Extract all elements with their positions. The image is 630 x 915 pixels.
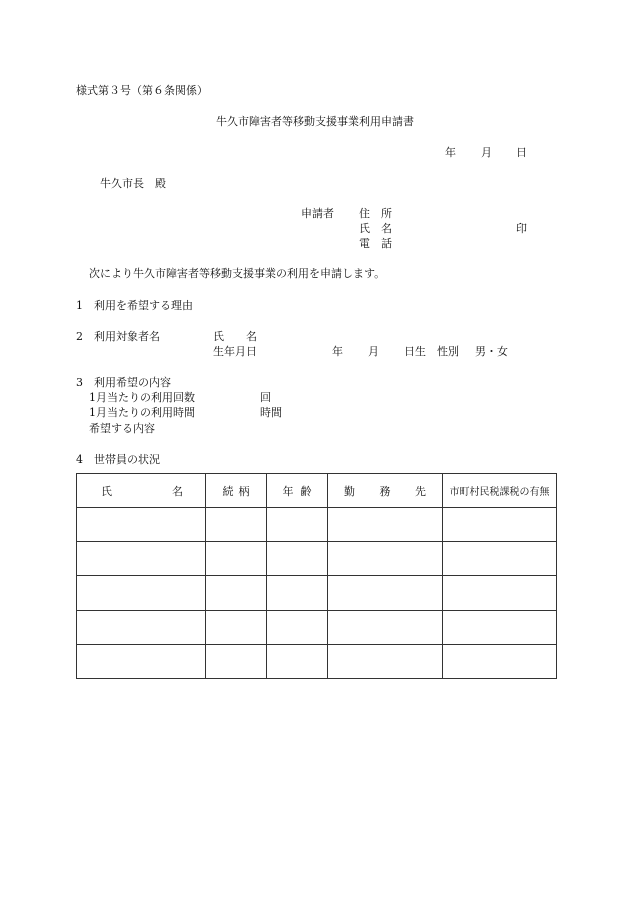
applicant-name-label: 氏 名 xyxy=(359,222,392,235)
hours-unit: 時間 xyxy=(260,406,282,419)
birth-day-label: 日生 xyxy=(404,345,426,358)
cell-age[interactable] xyxy=(267,576,328,610)
date-month-label: 月 xyxy=(481,146,492,159)
count-unit: 回 xyxy=(260,391,271,404)
table-row xyxy=(77,610,557,644)
cell-relation[interactable] xyxy=(206,644,267,678)
form-title: 牛久市障害者等移動支援事業利用申請書 xyxy=(216,115,414,128)
birth-year-label: 年 xyxy=(332,345,343,358)
table-row xyxy=(77,644,557,678)
cell-relation[interactable] xyxy=(206,576,267,610)
cell-workplace[interactable] xyxy=(328,576,443,610)
household-table xyxy=(76,473,557,679)
cell-relation[interactable] xyxy=(206,610,267,644)
cell-tax-status[interactable] xyxy=(443,542,557,576)
section4-heading: 4 世帯員の状況 xyxy=(76,453,160,466)
cell-name[interactable] xyxy=(77,576,206,610)
table-header-row xyxy=(77,474,557,508)
applicant-phone-label: 電 話 xyxy=(359,237,392,250)
cell-workplace[interactable] xyxy=(328,644,443,678)
cell-tax-status[interactable] xyxy=(443,610,557,644)
section2-heading: 2 利用対象者名 xyxy=(76,330,160,343)
cell-age[interactable] xyxy=(267,610,328,644)
cell-name[interactable] xyxy=(77,508,206,542)
column-header-age: 年 齢 xyxy=(267,474,328,508)
cell-name[interactable] xyxy=(77,542,206,576)
desired-content-label: 希望する内容 xyxy=(89,422,155,435)
gender-options: 男・女 xyxy=(475,345,508,358)
form-number: 様式第３号（第６条関係） xyxy=(76,84,208,97)
birth-date-label: 生年月日 xyxy=(213,345,257,358)
section3-heading: 3 利用希望の内容 xyxy=(76,376,171,389)
applicant-address-label: 住 所 xyxy=(359,207,392,220)
target-name-label: 氏 名 xyxy=(213,330,257,343)
cell-tax-status[interactable] xyxy=(443,508,557,542)
cell-relation[interactable] xyxy=(206,508,267,542)
date-year-label: 年 xyxy=(445,146,456,159)
column-header-relation: 続 柄 xyxy=(206,474,267,508)
column-header-name: 氏 名 xyxy=(77,474,206,508)
table-row xyxy=(77,542,557,576)
date-day-label: 日 xyxy=(516,146,527,159)
monthly-hours-label: 1月当たりの利用時間 xyxy=(89,406,195,419)
applicant-label: 申請者 xyxy=(301,207,334,220)
cell-age[interactable] xyxy=(267,542,328,576)
cell-tax-status[interactable] xyxy=(443,644,557,678)
birth-month-label: 月 xyxy=(368,345,379,358)
cell-name[interactable] xyxy=(77,644,206,678)
cell-age[interactable] xyxy=(267,508,328,542)
cell-workplace[interactable] xyxy=(328,610,443,644)
cell-workplace[interactable] xyxy=(328,508,443,542)
cell-age[interactable] xyxy=(267,644,328,678)
section1-heading: 1 利用を希望する理由 xyxy=(76,299,193,312)
cell-workplace[interactable] xyxy=(328,542,443,576)
cell-name[interactable] xyxy=(77,610,206,644)
monthly-count-label: 1月当たりの利用回数 xyxy=(89,391,195,404)
seal-mark: 印 xyxy=(516,222,527,235)
addressee: 牛久市長 殿 xyxy=(100,177,166,190)
column-header-workplace: 勤 務 先 xyxy=(328,474,443,508)
cell-relation[interactable] xyxy=(206,542,267,576)
column-header-tax-status: 市町村民税課税の有無 xyxy=(443,474,557,508)
table-row xyxy=(77,576,557,610)
table-row xyxy=(77,508,557,542)
gender-label: 性別 xyxy=(437,345,459,358)
cell-tax-status[interactable] xyxy=(443,576,557,610)
application-statement: 次により牛久市障害者等移動支援事業の利用を申請します。 xyxy=(89,267,386,280)
